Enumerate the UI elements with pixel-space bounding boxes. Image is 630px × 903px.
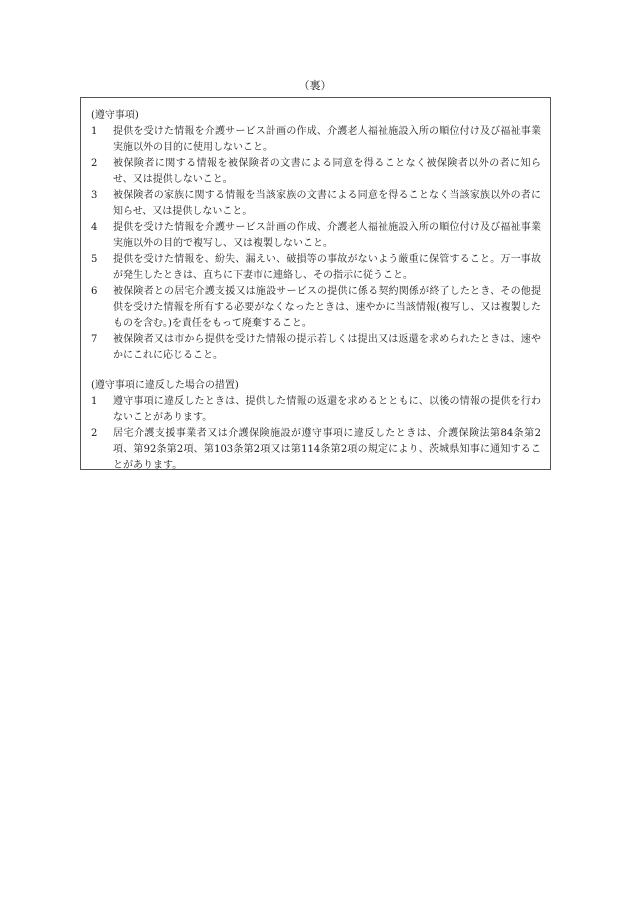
rule-text: 被保険者に関する情報を被保険者の文書による同意を得ることなく被保険者以外の者に知らせ、又は提供しないこと。 xyxy=(113,158,541,185)
rule-number: 1 xyxy=(91,126,98,137)
content-frame xyxy=(80,97,551,470)
rule-item xyxy=(91,252,541,284)
rule-item xyxy=(91,188,541,220)
measure-text: 居宅介護支援事業者又は介護保険施設が遵守事項に違反したときは、介護保険法第84条第2項、第92条第2項、第103条第2項又は第114条第2項の規定により、茨城県知事に通知することがあります。 xyxy=(113,428,541,471)
rule-text: 提供を受けた情報を、紛失、漏えい、破損等の事故がないよう厳重に保管すること。万一事故が発生したときは、直ちに下妻市に連絡し、その指示に従うこと。 xyxy=(113,254,541,281)
measure-text: 遵守事項に違反したときは、提供した情報の返還を求めるとともに、以後の情報の提供を行わないことがあります。 xyxy=(113,396,541,423)
measure-number: 1 xyxy=(91,396,98,407)
rules-list xyxy=(91,124,541,364)
rule-item xyxy=(91,124,541,156)
measure-item xyxy=(91,394,541,426)
rule-text: 提供を受けた情報を介護サービス計画の作成、介護老人福祉施設入所の順位付け及び福祉事業実施以外の目的で複写し、又は複製しないこと。 xyxy=(113,222,541,249)
measures-section-title: (遵守事項に違反した場合の措置) xyxy=(91,380,239,391)
section-spacer xyxy=(91,364,541,378)
rule-number: 7 xyxy=(91,334,98,345)
rule-number: 5 xyxy=(91,254,98,265)
rule-item xyxy=(91,156,541,188)
rule-number: 3 xyxy=(91,190,98,201)
rule-item xyxy=(91,220,541,252)
measures-list xyxy=(91,394,541,474)
rules-section-title: (遵守事項) xyxy=(91,110,139,121)
rule-text: 被保険者又は市から提供を受けた情報の提示若しくは提出又は返還を求められたときは、速やかにこれに応じること。 xyxy=(113,334,541,361)
rule-number: 4 xyxy=(91,222,98,233)
measure-item xyxy=(91,426,541,474)
rule-item xyxy=(91,332,541,364)
rule-text: 被保険者の家族に関する情報を当該家族の文書による同意を得ることなく当該家族以外の者に知らせ、又は提供しないこと。 xyxy=(113,190,541,217)
rule-number: 6 xyxy=(91,286,98,297)
page-header-label: （裏） xyxy=(298,79,332,92)
rule-text: 被保険者との居宅介護支援又は施設サービスの提供に係る契約関係が終了したとき、その他提供を受けた情報を所有する必要がなくなったときは、速やかに当該情報(複写し、又は複製したものを含む。)を責任をもって廃棄すること。 xyxy=(113,286,541,329)
rule-number: 2 xyxy=(91,158,98,169)
rule-text: 提供を受けた情報を介護サービス計画の作成、介護老人福祉施設入所の順位付け及び福祉事業実施以外の目的に使用しないこと。 xyxy=(113,126,541,153)
rule-item xyxy=(91,284,541,332)
measure-number: 2 xyxy=(91,428,98,439)
